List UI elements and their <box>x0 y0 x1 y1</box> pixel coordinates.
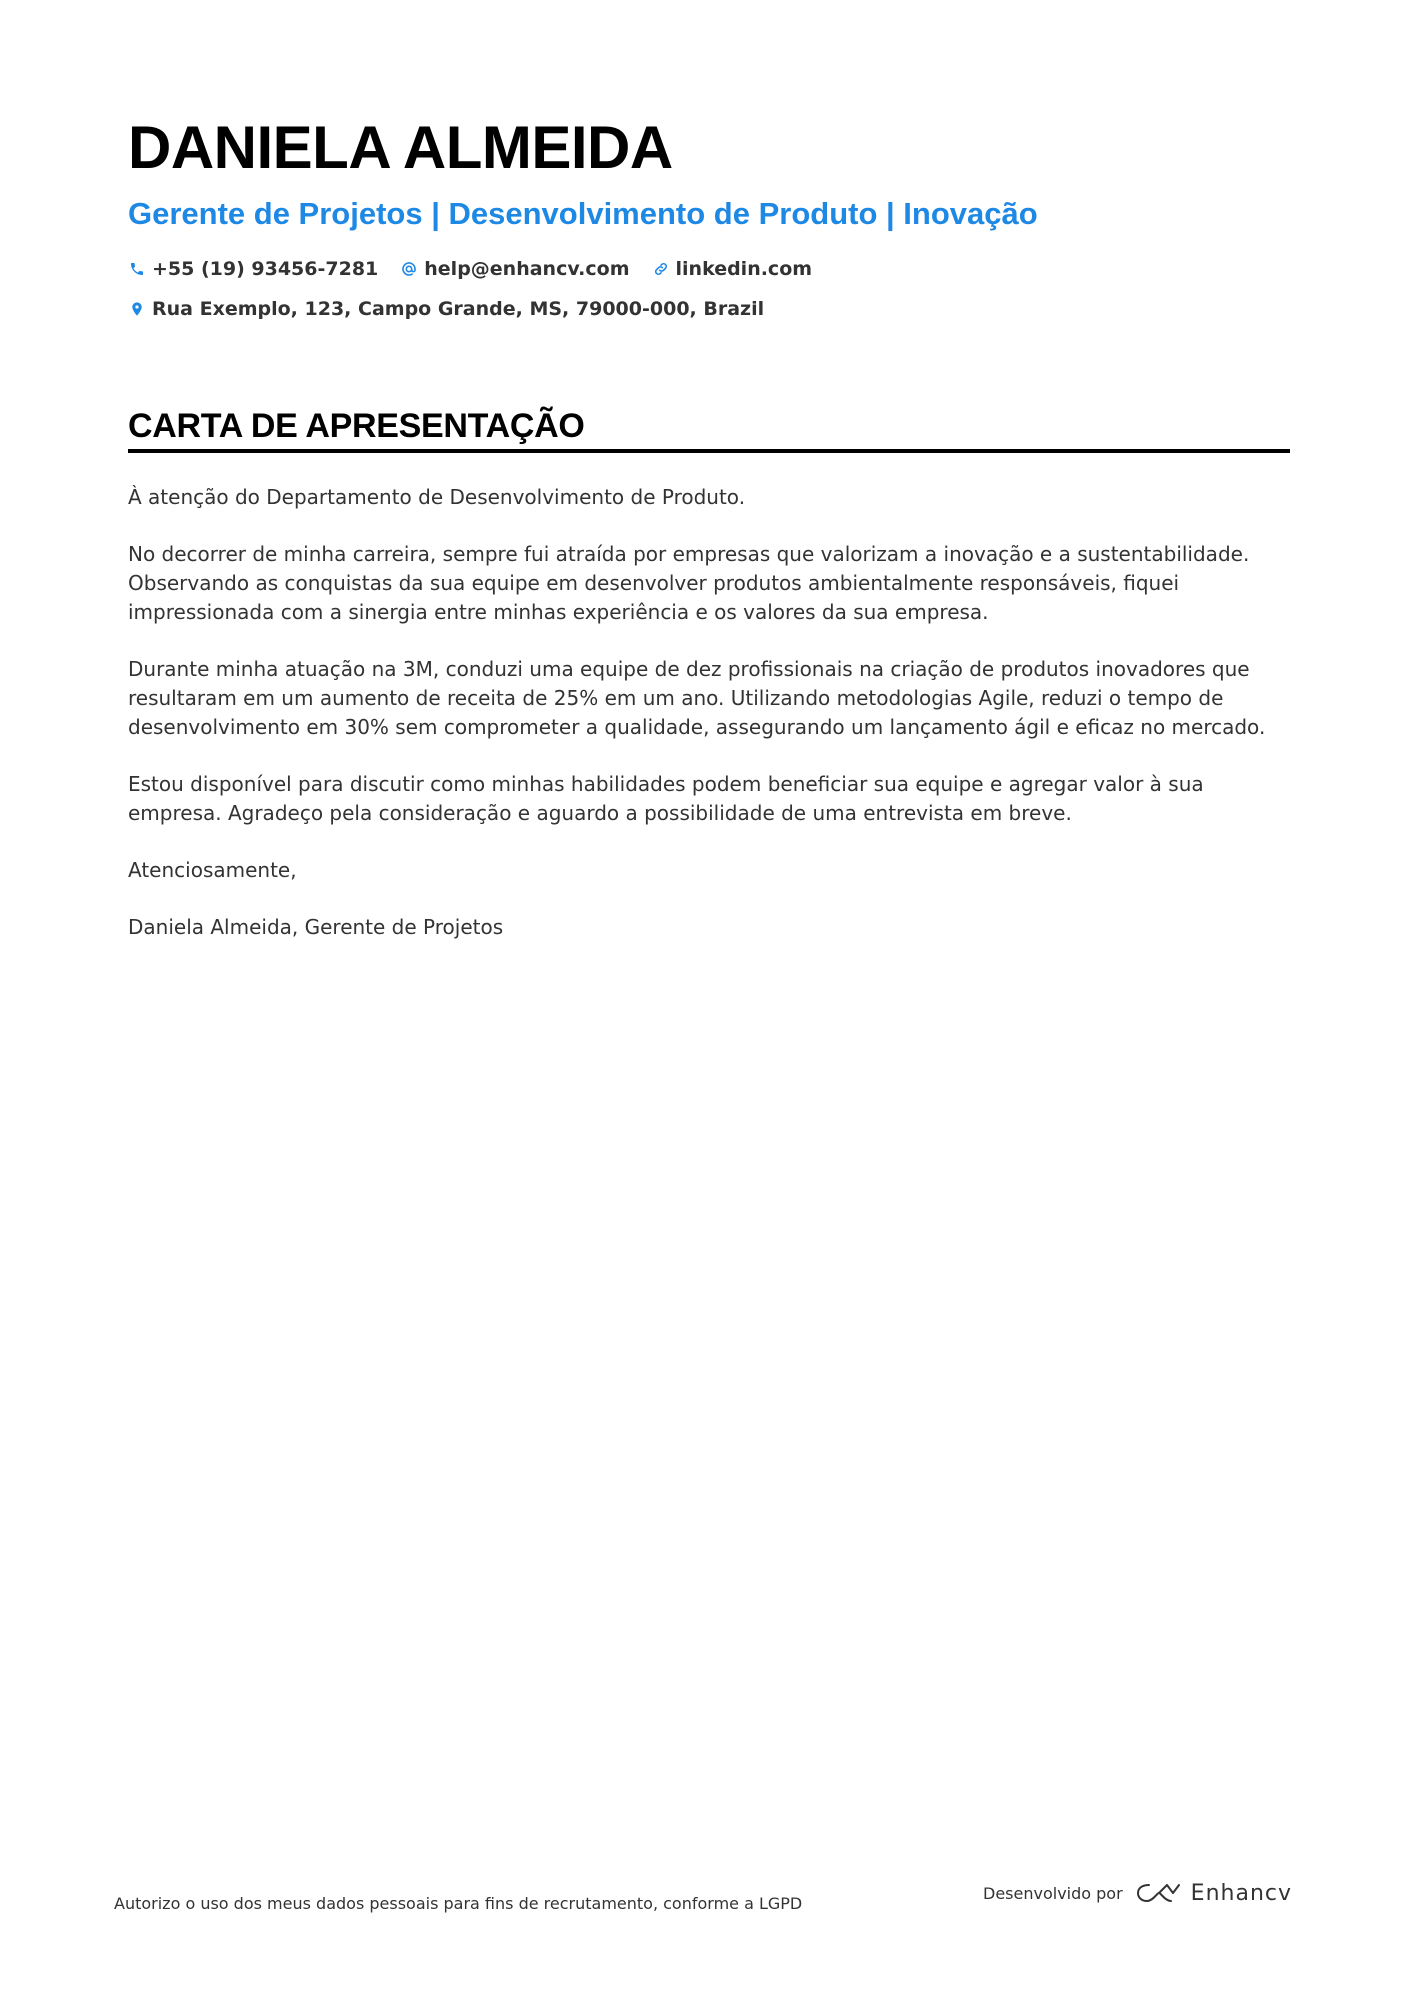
contact-row-primary <box>128 256 1288 282</box>
contact-row-secondary <box>128 296 1288 322</box>
contact-link[interactable] <box>652 258 813 280</box>
phone-icon <box>128 260 146 278</box>
enhancv-logo[interactable] <box>1135 1880 1292 1906</box>
letter-body <box>128 483 1290 942</box>
letter-paragraph: Durante minha atuação na 3M, conduzi uma equipe de dez profissionais na criação de produtos inovadores que resultaram em um aumento de receita de 25% em um ano. Utilizando metodologias Agile, reduzi o tempo de desenvolvimento em 30% sem comprometer a qualidade, assegurando um lançamento ágil e eficaz no mercado. <box>128 657 1266 739</box>
footer-branding <box>983 1880 1292 1906</box>
letter-paragraph: No decorrer de minha carreira, sempre fui atraída por empresas que valorizam a inovação e a sustentabilidade. Observando as conquistas da sua equipe em desenvolver produtos ambientalmente responsáveis, fiquei impressionada com a sinergia entre minhas experiência e os valores da sua empresa. <box>128 542 1250 624</box>
candidate-headline: Gerente de Projetos | Desenvolvimento de Produto | Inovação <box>128 196 1038 231</box>
section-title: CARTA DE APRESENTAÇÃO <box>128 407 585 445</box>
at-icon <box>400 260 418 278</box>
header <box>128 112 1288 322</box>
brand-name: Enhancv <box>1190 1880 1292 1906</box>
contact-address <box>128 298 764 320</box>
contact-email[interactable] <box>400 258 629 280</box>
letter-closing: Atenciosamente, <box>128 858 297 882</box>
contact-phone[interactable] <box>128 258 378 280</box>
letter-greeting: À atenção do Departamento de Desenvolvimento de Produto. <box>128 485 746 509</box>
link-text: linkedin.com <box>675 258 813 280</box>
location-pin-icon <box>128 300 146 318</box>
contact-info <box>128 256 1288 322</box>
enhancv-logo-icon <box>1135 1880 1183 1906</box>
letter-signature: Daniela Almeida, Gerente de Projetos <box>128 915 504 939</box>
powered-by-label: Desenvolvido por <box>983 1883 1123 1903</box>
footer-consent: Autorizo o uso dos meus dados pessoais para fins de recrutamento, conforme a LGPD <box>114 1894 803 1913</box>
section-divider <box>128 449 1290 453</box>
address-text: Rua Exemplo, 123, Campo Grande, MS, 79000-000, Brazil <box>152 298 765 320</box>
candidate-name: DANIELA ALMEIDA <box>128 114 673 181</box>
letter-paragraph: Estou disponível para discutir como minhas habilidades podem beneficiar sua equipe e agregar valor à sua empresa. Agradeço pela consideração e aguardo a possibilidade de uma entrevista em breve. <box>128 772 1204 825</box>
cover-letter-section <box>128 405 1290 970</box>
phone-text: +55 (19) 93456-7281 <box>152 258 379 280</box>
email-text: help@enhancv.com <box>424 258 630 280</box>
link-icon <box>652 260 670 278</box>
